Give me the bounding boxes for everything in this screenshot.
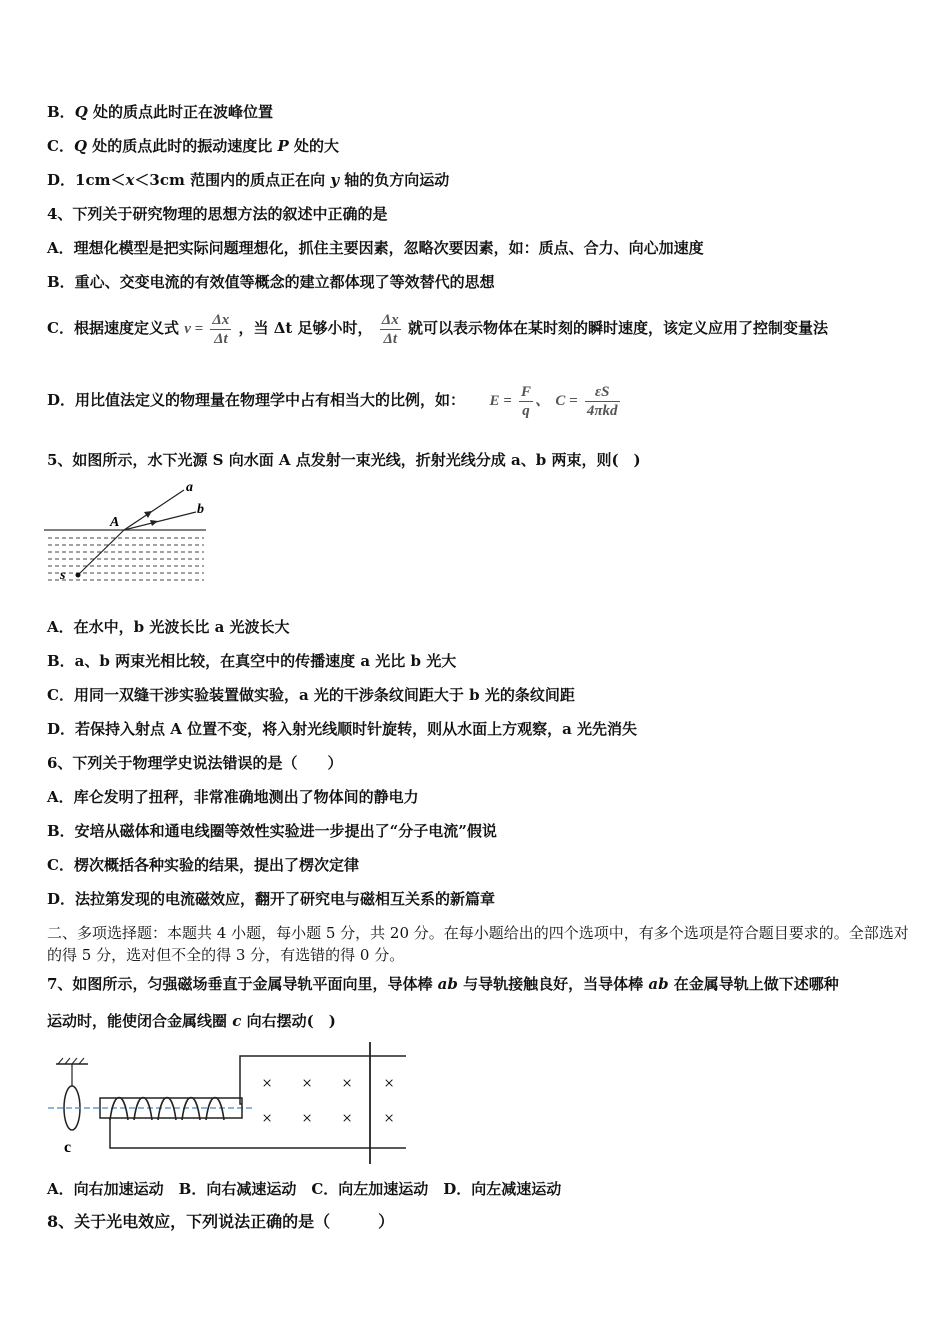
- label-a: a: [186, 480, 193, 495]
- velocity-formula-lhs: v =: [184, 321, 204, 337]
- ray-b: [124, 512, 196, 530]
- q7-stem-line2: 运动时，能使闭合金属线圈 c 向右摆动( ): [47, 1012, 336, 1030]
- refraction-figure: [44, 478, 214, 588]
- q6-option-c: C．楞次概括各种实验的结果，提出了楞次定律: [47, 856, 359, 874]
- label-c: c: [64, 1139, 72, 1156]
- delta-fraction: $\frac{\Delta x}{\Delta t}$: [381, 311, 399, 347]
- q6-stem: 6、下列关于物理学史说法错误的是（ ）: [47, 754, 343, 772]
- q5-option-b: B．a、b 两束光相比较，在真空中的传播速度 a 光比 b 光大: [47, 652, 457, 670]
- induction-figure: [44, 1040, 414, 1170]
- q4-option-a: A．理想化模型是把实际问题理想化，抓住主要因素，忽略次要因素，如：质点、合力、向心加速度: [47, 239, 704, 257]
- field-strength-fraction: $\frac{F}{q}$: [521, 383, 532, 419]
- section-2-instructions: 二、多项选择题：本题共 4 小题，每小题 5 分，共 20 分。在每小题给出的四个选项中，有多个选项是符合题目要求的。全部选对的得 5 分，选对但不全的得 3 分，有选错的得 0 分。: [47, 924, 909, 964]
- q8-stem: 8、关于光电效应，下列说法正确的是（ ）: [47, 1212, 395, 1231]
- svg-text:×: ×: [384, 1073, 395, 1093]
- q3-option-b: B．Q 处的质点此时正在波峰位置: [47, 103, 273, 121]
- q5-stem: 5、如图所示，水下光源 S 向水面 A 点发射一束光线，折射光线分成 a、b 两束，则( ): [47, 451, 641, 469]
- svg-text:×: ×: [262, 1073, 273, 1093]
- q3-option-c: C．Q 处的质点此时的振动速度比 P 处的大: [47, 137, 339, 155]
- q4-option-b: B．重心、交变电流的有效值等概念的建立都体现了等效替代的思想: [47, 273, 495, 291]
- svg-text:×: ×: [342, 1108, 353, 1128]
- solenoid-coils: [110, 1098, 224, 1121]
- q6-option-a: A．库仑发明了扭秤，非常准确地测出了物体间的静电力: [47, 788, 419, 806]
- svg-text:×: ×: [384, 1108, 395, 1128]
- light-source-dot: [76, 573, 81, 578]
- q4-option-c: C．根据速度定义式 v = $\frac{\Delta x}{\Delta t}$ ，当 Δt 足够小时， $\frac{\Delta x}{\Delta t}$ 就可以表示物体在某时刻的瞬时速度，该定义应用了控制变量法: [47, 311, 828, 347]
- q5-option-d: D．若保持入射点 A 位置不变，将入射光线顺时针旋转，则从水面上方观察，a 光先消失: [47, 720, 638, 738]
- svg-text:×: ×: [302, 1073, 313, 1093]
- label-s: s: [60, 568, 66, 583]
- arrow-b: [150, 520, 158, 526]
- svg-text:×: ×: [262, 1108, 273, 1128]
- magnetic-field: [262, 1073, 394, 1128]
- velocity-fraction: $\frac{\Delta x}{\Delta t}$: [212, 311, 230, 347]
- label-A: A: [110, 515, 120, 530]
- q7-stem-line1: 7、如图所示，匀强磁场垂直于金属导轨平面向里，导体棒 ab 与导轨接触良好，当导体棒 ab 在金属导轨上做下述哪种: [47, 975, 839, 993]
- q4-option-d: D．用比值法定义的物理量在物理学中占有相当大的比例，如： E = $\frac{F}{q}$ 、 C = $\frac{\varepsilon S}{\text{4πkd}}$: [47, 383, 618, 419]
- q7-options: A．向右加速运动 B．向右减速运动 C．向左加速运动 D．向左减速运动: [47, 1180, 562, 1198]
- svg-text:×: ×: [342, 1073, 353, 1093]
- water-hatching: [48, 538, 204, 580]
- arrow-a: [144, 511, 152, 518]
- capacitance-fraction: $\frac{\varepsilon S}{\text{4πkd}}$: [586, 383, 618, 419]
- svg-text:×: ×: [302, 1108, 313, 1128]
- q6-option-b: B．安培从磁体和通电线圈等效性实验进一步提出了“分子电流”假说: [47, 822, 497, 840]
- ceiling-hatch: [58, 1058, 84, 1064]
- q5-option-a: A．在水中，b 光波长比 a 光波长大: [47, 618, 290, 636]
- bottom-rail: [110, 1118, 406, 1148]
- q4-stem: 4、下列关于研究物理的思想方法的叙述中正确的是: [47, 205, 388, 223]
- q5-option-c: C．用同一双缝干涉实验装置做实验，a 光的干涉条纹间距大于 b 光的条纹间距: [47, 686, 575, 704]
- label-b: b: [197, 502, 204, 517]
- q3-option-d: D．1cm＜x＜3cm 范围内的质点正在向 y 轴的负方向运动: [47, 171, 450, 189]
- q6-option-d: D．法拉第发现的电流磁效应，翻开了研究电与磁相互关系的新篇章: [47, 890, 496, 908]
